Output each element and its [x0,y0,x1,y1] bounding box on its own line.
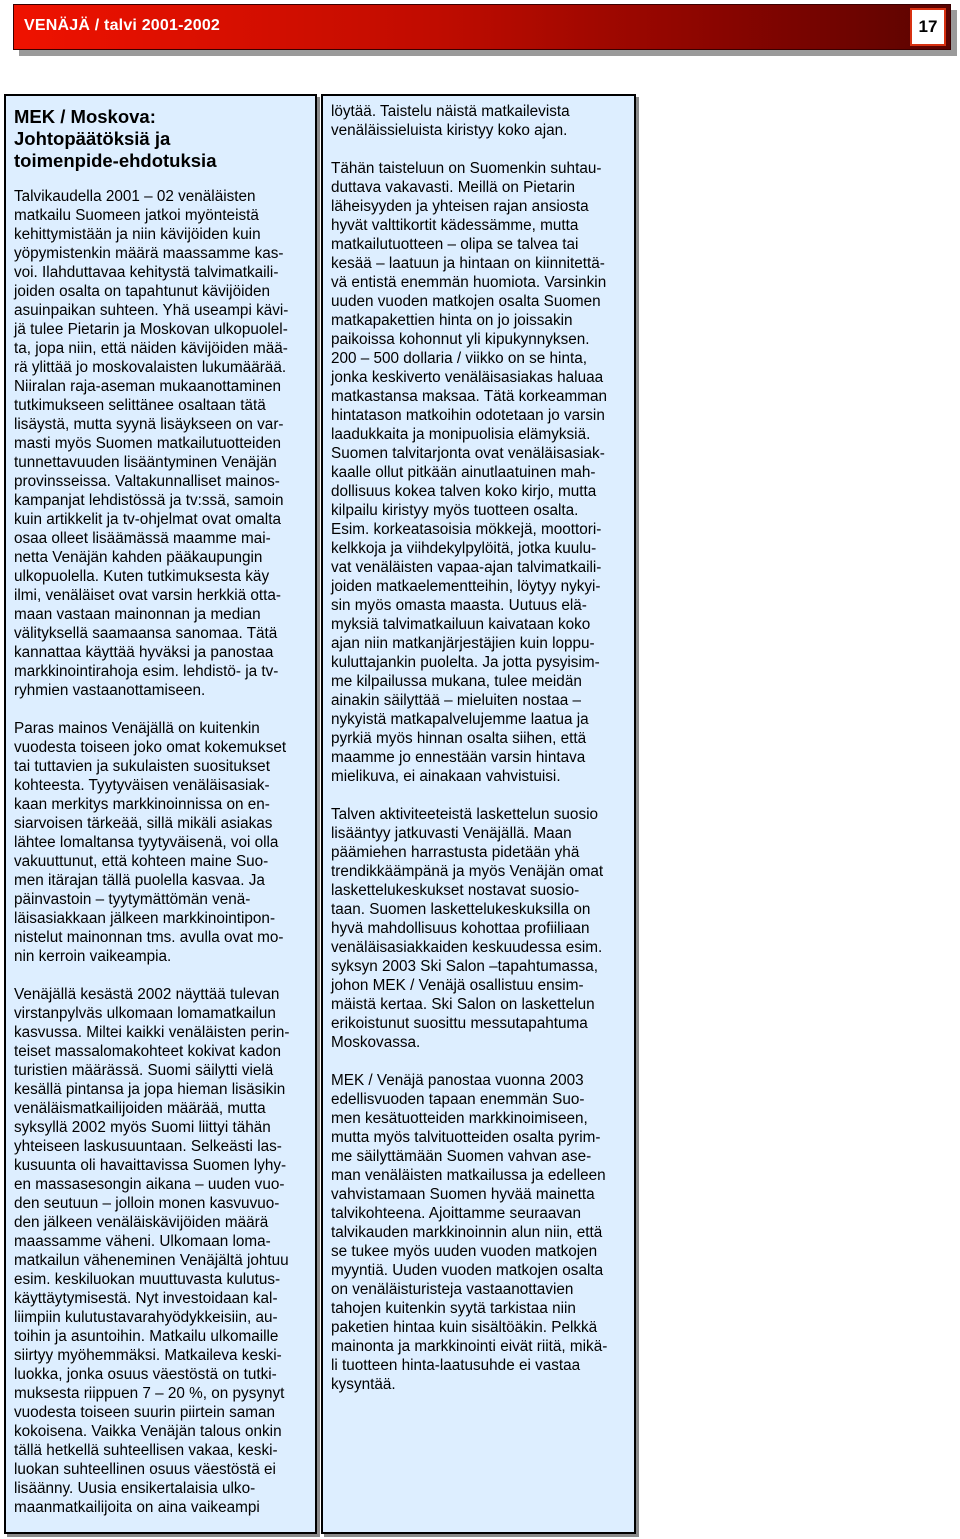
left-column [4,94,317,1534]
right-paragraph-3: Talven aktiviteeteistä laskettelun suosio lisääntyy jatkuvasti Venäjällä. Maan päämiehen harrastusta pidetään yhä trendikkäämpänä ja myös Venäjän omat laskettelukeskukset nostavat suosio- taan. Suomen laskettelukeskuksilla on hyvä mahdollisuus kohottaa profiiliaan venäläisasiakkaiden keskuudessa esim. syksyn 2003 Ski Salon –tapahtumassa, johon MEK / Venäjä osallistuu ensim- mäistä kertaa. Ski Salon on laskettelun erikoistunut suosittu messutapahtuma Moskovassa. [331,806,604,1051]
right-paragraph-4: MEK / Venäjä panostaa vuonna 2003 edellisvuoden tapaan enemmän Suo- men kesätuotteiden markkinoimiseen, mutta myös talvituotteiden osalta pyrim- me säilyttämään Suomen vahvan ase- man venäläisten matkailussa ja edelleen vahvistamaan Suomen hyvää mainetta talvikohteena. Ajoittamme seuraavan talvikauden markkinoinnin alun niin, että se tukee myös uuden vuoden matkojen myyntiä. Uuden vuoden matkojen osalta on venäläisturisteja vastaanottavien tahojen kuitenkin syytä tarkistaa niin paketien hintaa kuin sisältöäkin. Pelkkä mainonta ja markkinointi eivät riitä, mikä- li tuotteen hinta-laatusuhde ei vastaa kysyntää. [331,1072,608,1393]
header-title: VENÄJÄ / talvi 2001-2002 [24,17,221,34]
right-column [321,94,636,1534]
page-number: 17 [910,8,946,46]
left-paragraph-3: Venäjällä kesästä 2002 näyttää tulevan virstanpylväs ulkomaan lomamatkailun kasvussa. Miltei kaikki venäläisten perin- teiset massalomakohteet kokivat kadon turistien määrässä. Suomi säilytti vielä kesällä pintansa ja jopa hieman lisäsikin venäläismatkailijoiden määrää, mutta syksyllä 2002 myös Suomi liittyi tähän yhteiseen laskusuuntaan. Selkeästi las- kusuunta oli havaittavissa Suomen lyhy- en massasesongin aikana – uuden vuo- den seutuun – jolloin monen kasvuvuo- den jälkeen venäläiskävijöiden määrä maassamme väheni. Ulkomaan loma- matkailun väheneminen Venäjältä johtuu esim. keskiluokan muuttuvasta kulutus- käyttäytymisestä. Nyt investoidaan kal- liimpiin kulutustavarahyödykkeisiin, au- toihin ja asuntoihin. Matkailu ulkomaille siirtyy myöhemmäksi. Matkaileva keski- luokka, jonka osuus väestöstä on tutki- muksesta riippuen 7 – 20 %, on pysynyt vuodesta toiseen suurin piirtein saman kokoisena. Vaikka Venäjän talous onkin tällä hetkellä suhteellisen vakaa, keski- luokan suhteellinen osuus väestöstä ei lisäänny. Uusia ensikertalaisia ulko- maanmatkailijoita on aina vaikeampi [14,986,290,1516]
page-header [13,4,951,50]
section-title: MEK / Moskova: Johtopäätöksiä ja toimenpide-ehdotuksia [14,106,217,171]
left-paragraph-2: Paras mainos Venäjällä on kuitenkin vuodesta toiseen joko omat kokemukset tai tuttavien ja sukulaisten suositukset kohteesta. Tyytyväisen venäläisasiak- kaan merkitys markkinoinnissa on en- siarvoisen tärkeää, sillä mikäli asiakas lähtee lomaltansa tyytyväisenä, voi olla vakuuttunut, että kohteen maine Suo- men itärajan tällä puolella kasvaa. Ja päinvastoin – tyytymättömän venä- läisasiakkaan jälkeen markkinointipon- nistelut mainonnan tms. avulla ovat mo- nin kerroin vaikeampia. [14,720,287,965]
right-paragraph-1: löytää. Taistelu näistä matkailevista venäläissieluista kiristyy koko ajan. [331,103,570,139]
right-paragraph-2: Tähän taisteluun on Suomenkin suhtau- duttava vakavasti. Meillä on Pietarin läheisyyden ja yhteisen rajan ansiosta hyvät valttikortit kädessämme, mutta matkailutuotteen – olipa se talvea tai kesää – laatuun ja hintaan on kiinnitettä- vä entistä enemmän huomiota. Varsinkin uuden vuoden matkojen osalta Suomen matkapakettien hinta on jo joissakin paikoissa kohonnut yli kipukynnyksen. 200 – 500 dollaria / viikko on se hinta, jonka keskiverto venäläisasiakas haluaa matkastansa maksaa. Tätä korkeamman hintatason matkoihin odotetaan jo varsin laadukkaita ja monipuolisia elämyksiä. Suomen talvitarjonta ovat venäläisasiak- kaalle ollut pitkään ainutlaatuinen mah- dollisuus kokea talven koko kirjo, mutta kilpailu kiristyy myös tuotteen osalta. Esim. korkeatasoisia mökkejä, moottori- kelkkoja ja viihdekylpylöitä, jotka kuulu- vat venäläisten vapaa-ajan talvimatkaili- joiden matkaelementteihin, löytyy nykyi- sin myös omasta maasta. Uutuus elä- myksiä talvimatkailuun kaivataan koko ajan niin matkanjärjestäjien kuin loppu- kuluttajankin puolelta. Ja jotta pysyisim- me kilpailussa mukana, tulee meidän ainakin säilyttää – mieluiten nostaa – nykyistä matkapalvelujemme laatua ja pyrkiä myös hinnan osalta siihen, että maamme jo ennestään varsin hintava mielikuva, ei ainakaan vahvistuisi. [331,160,608,785]
left-paragraph-1: Talvikaudella 2001 – 02 venäläisten matkailu Suomeen jatkoi myönteistä kehittymistään ja niin kävijöiden kuin yöpymistenkin määrä maassamme kas- voi. Ilahduttavaa kehitystä talvimatkaili- joiden osalta on tapahtunut kävijöiden asuinpaikan suhteen. Yhä useampi kävi- jä tulee Pietarin ja Moskovan ulkopuolel- ta, jopa niin, että näiden kävijöiden mää- rä ylittää jo moskovalaisten lukumäärää. Niiralan raja-aseman mukaanottaminen tutkimukseen selittänee osaltaan tätä lisäystä, mutta syynä lisäykseen on var- masti myös Suomen matkailutuotteiden tunnettavuuden lisääntyminen Venäjän provinsseissa. Valtakunnalliset mainos- kampanjat lehdistössä ja tv:ssä, samoin kuin artikkelit ja tv-ohjelmat ovat omalta osaa olleet lisäämässä maamme mai- netta Venäjän kahden pääkaupungin ulkopuolella. Kuten tutkimuksesta käy ilmi, venäläiset ovat varsin herkkiä otta- maan vastaan mainonnan ja median välityksellä saamaansa sanomaa. Tätä kannattaa käyttää hyväksi ja panostaa markkinointirahoja esim. lehdistö- ja tv- ryhmien vastaanottamiseen. [14,188,289,699]
